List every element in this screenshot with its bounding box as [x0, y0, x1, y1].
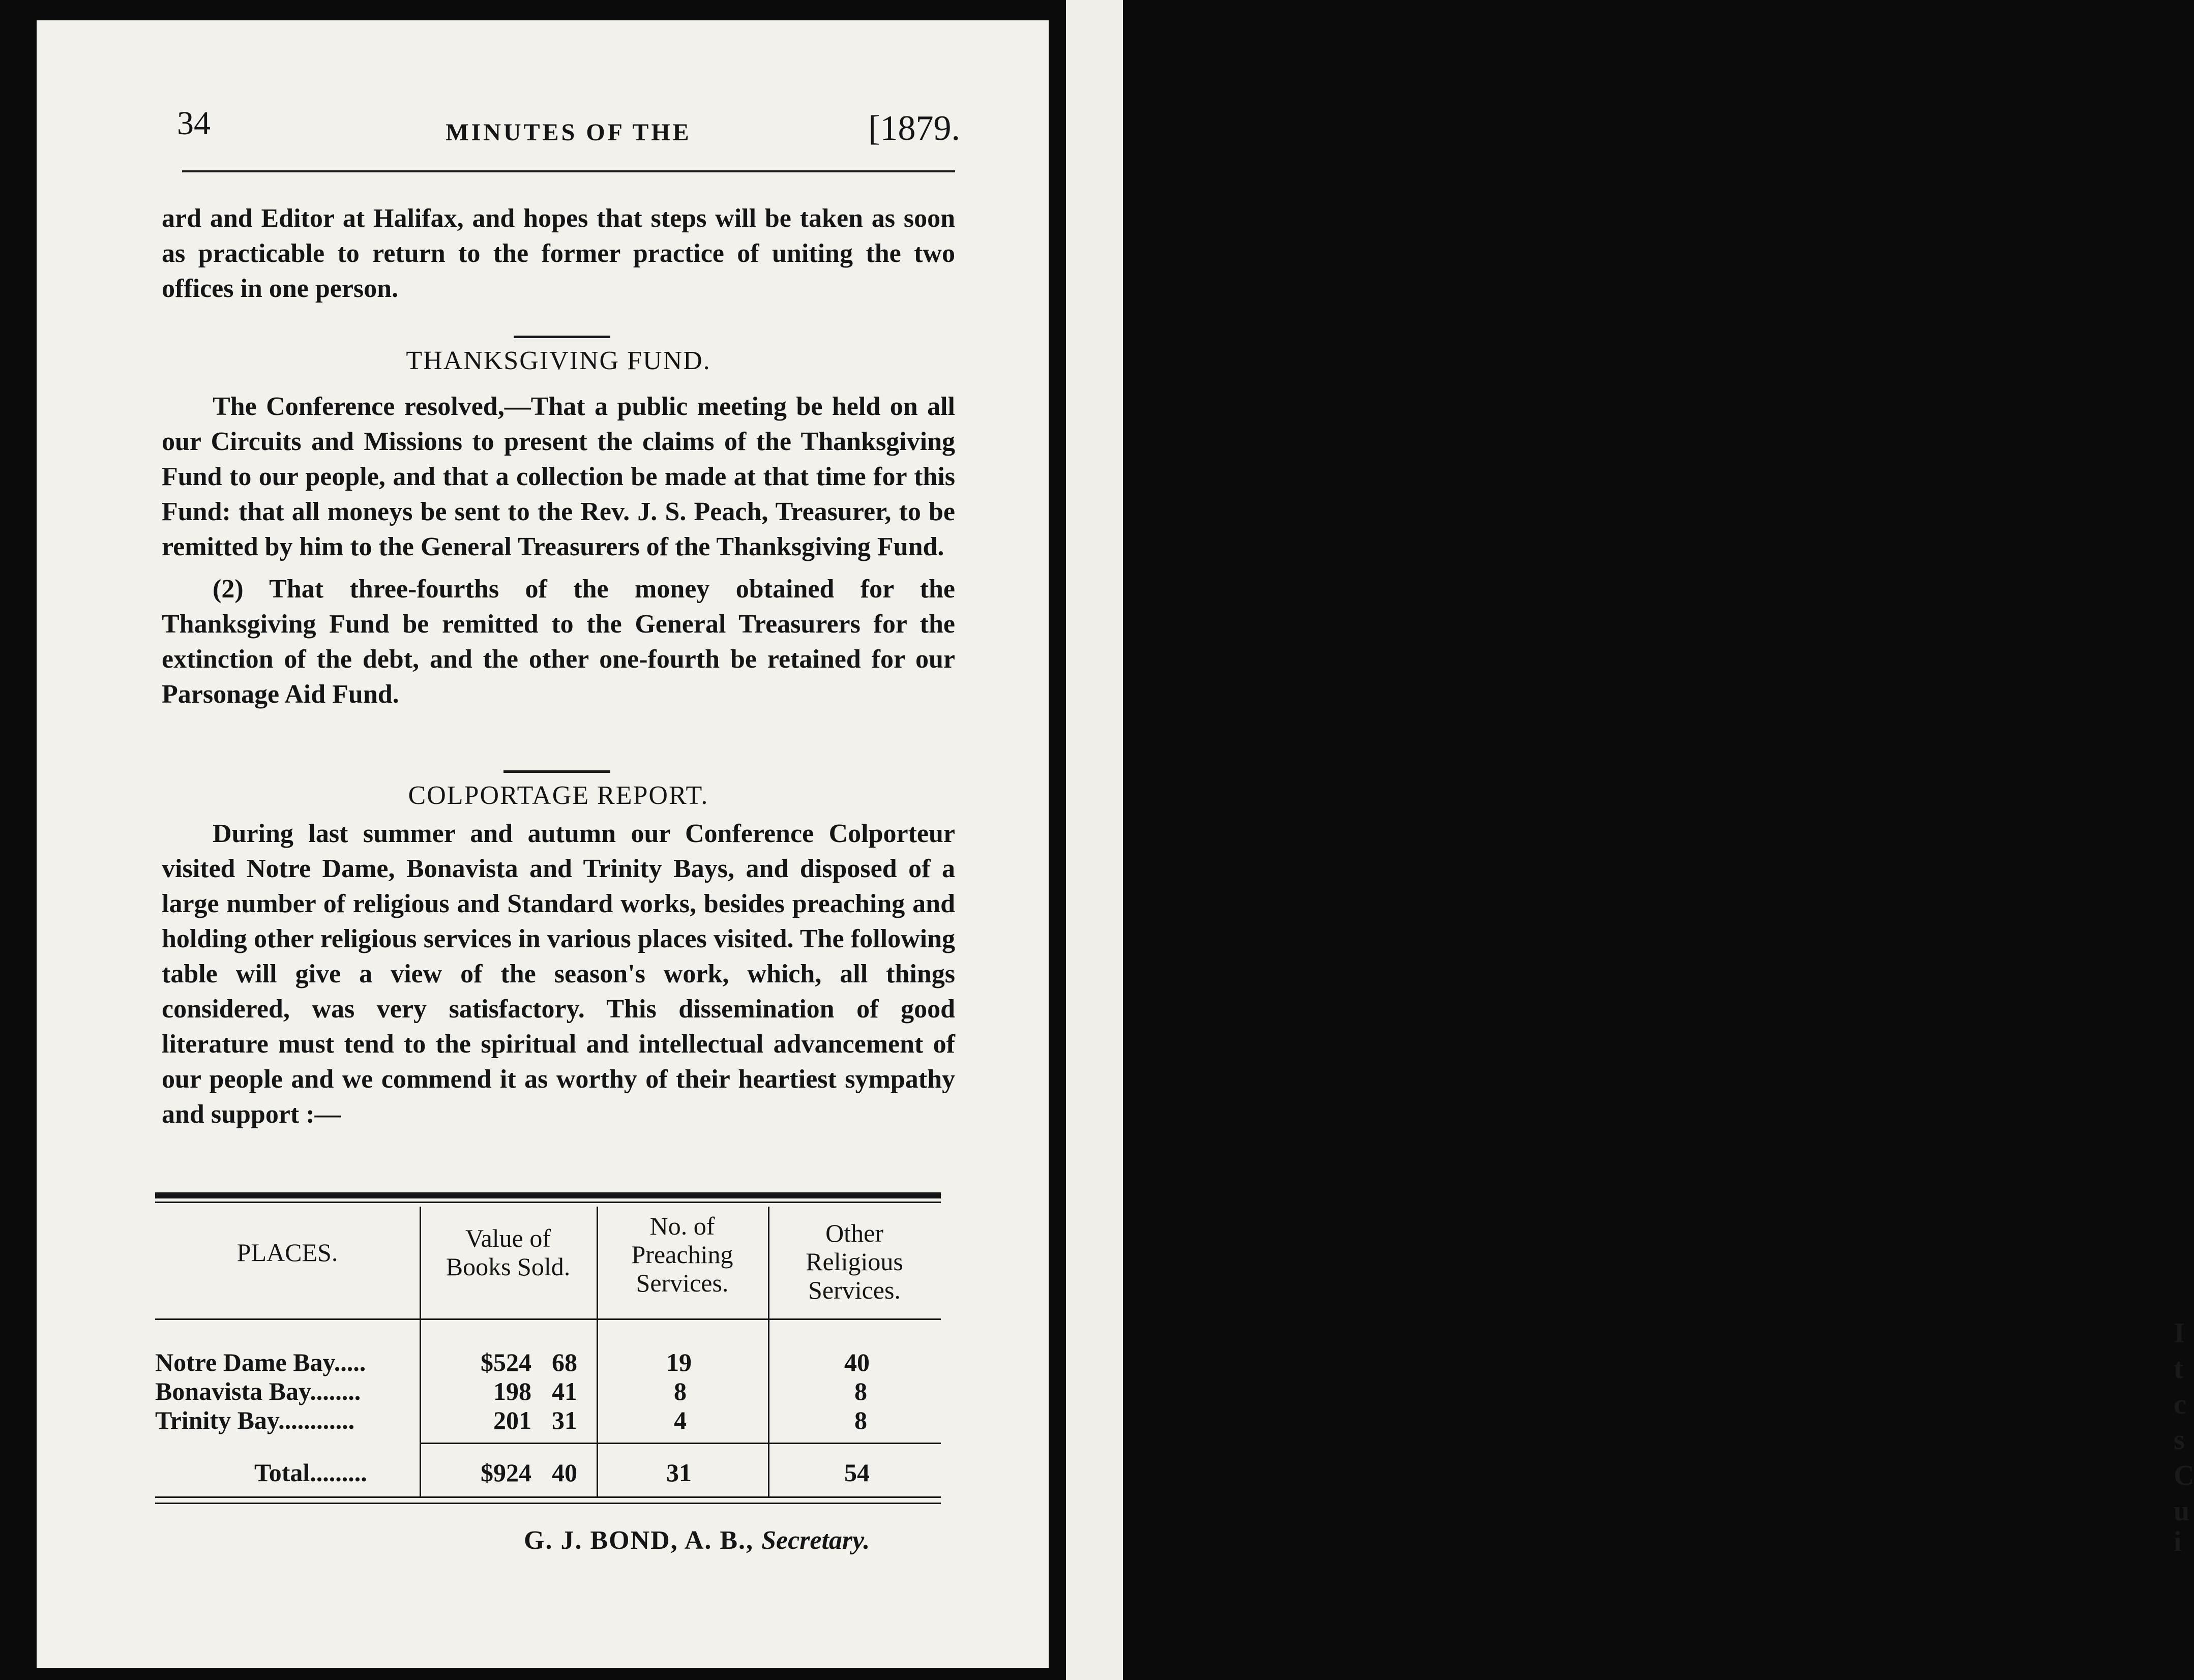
- subtotal-rule: [420, 1443, 941, 1444]
- table-top-rule-thin: [155, 1202, 941, 1203]
- thanksgiving-heading: THANKSGIVING FUND.: [406, 346, 711, 375]
- page-header: [177, 104, 960, 155]
- intro-text: ard and Editor at Halifax, and hopes that steps will be taken as soon as practicable to return to the former practice of uniting the two offices in one person.: [162, 204, 955, 303]
- intro-paragraph: [162, 201, 955, 306]
- total-cents: 40: [552, 1458, 577, 1487]
- header-rule: [182, 170, 955, 172]
- adjacent-letter: i: [2174, 1526, 2182, 1557]
- colportage-heading: COLPORTAGE REPORT.: [408, 781, 709, 810]
- adjacent-letter: C: [2174, 1460, 2194, 1491]
- total-dollars: $924: [481, 1458, 531, 1487]
- total-other: 54: [844, 1458, 870, 1487]
- row-dollars: 201: [493, 1406, 531, 1434]
- colportage-table: [155, 1192, 941, 1508]
- total-preaching: 31: [666, 1458, 692, 1487]
- row-cents: 41: [552, 1377, 577, 1405]
- row-dollars: $524: [481, 1348, 531, 1376]
- header-value: [420, 1224, 597, 1281]
- running-title: MINUTES OF THE: [446, 119, 692, 146]
- row-other: 8: [854, 1377, 867, 1405]
- row-other: 8: [854, 1406, 867, 1434]
- row-cents: 31: [552, 1406, 577, 1434]
- signature-name: G. J. BOND, A. B.,: [524, 1526, 754, 1555]
- row-place: Notre Dame Bay.....: [155, 1348, 366, 1376]
- header-value-line1: Value of: [465, 1224, 551, 1252]
- header-other-line2: Religious: [806, 1247, 903, 1276]
- header-preaching-line1: No. of: [649, 1212, 715, 1240]
- row-place: Trinity Bay............: [155, 1406, 355, 1434]
- signature-role: Secretary.: [761, 1526, 870, 1555]
- header-value-line2: Books Sold.: [446, 1252, 571, 1281]
- header-other-line3: Services.: [808, 1276, 901, 1304]
- adjacent-letter: t: [2174, 1353, 2183, 1385]
- header-other: [768, 1219, 941, 1304]
- header-preaching-line2: Preaching: [631, 1240, 733, 1269]
- row-other: 40: [844, 1348, 870, 1376]
- table-bottom-rule: [155, 1496, 941, 1498]
- header-preaching: [597, 1212, 768, 1297]
- adjacent-letter: c: [2174, 1389, 2186, 1420]
- thanksgiving-paragraph-1: The Conference resolved,—That a public meeting be held on all our Circuits and Missions to present the claims of the Thanksgiving Fund to our people, and that a collection be made at that time for this Fund: that all moneys be sent to the Rev. J. S. Peach, Treasurer, to be remitted by him to the General Treasurers of the Thanksgiving Fund.: [162, 392, 955, 561]
- table-bottom-rule-2: [155, 1503, 941, 1504]
- row-place: Bonavista Bay........: [155, 1377, 361, 1405]
- signature-line: [524, 1525, 870, 1555]
- thanksgiving-paragraph-2: (2) That three-fourths of the money obtained for the Thanksgiving Fund be remitted to the General Treasurers for the extinction of the debt, and the other one-fourth be retained for our Parsonage Aid Fund.: [162, 575, 955, 709]
- row-preaching: 19: [666, 1348, 692, 1376]
- header-year: [1879.: [868, 109, 960, 148]
- row-preaching: 4: [674, 1406, 687, 1434]
- table-top-rule: [155, 1192, 941, 1198]
- page-number: 34: [177, 105, 211, 142]
- header-places: PLACES.: [236, 1238, 338, 1267]
- header-preaching-line3: Services.: [636, 1269, 729, 1297]
- adjacent-page-edge: [1066, 0, 2194, 1680]
- row-dollars: 198: [493, 1377, 531, 1405]
- colportage-section: [162, 816, 955, 1132]
- adjacent-letter: s: [2174, 1424, 2185, 1456]
- section-divider: [514, 336, 610, 338]
- header-other-line1: Other: [825, 1219, 883, 1247]
- colportage-paragraph: During last summer and autumn our Conference Colporteur visited Notre Dame, Bonavista and Trinity Bays, and disposed of a large number of religious and Standard works, besides preaching and holding other religious services in various places visited. The following table will give a view of the season's work, which, all things considered, was very satisfactory. This dissemination of good literature must tend to the spiritual and intellectual advancement of our people and we commend it as worthy of their heartiest sympathy and support :—: [162, 819, 955, 1129]
- adjacent-letter: u: [2174, 1495, 2190, 1527]
- adjacent-letter: I: [2174, 1317, 2185, 1349]
- row-cents: 68: [552, 1348, 577, 1376]
- thanksgiving-section: [162, 389, 955, 712]
- header-rule: [155, 1318, 941, 1320]
- section-divider: [503, 770, 610, 773]
- row-preaching: 8: [674, 1377, 687, 1405]
- total-label: Total.........: [254, 1458, 367, 1487]
